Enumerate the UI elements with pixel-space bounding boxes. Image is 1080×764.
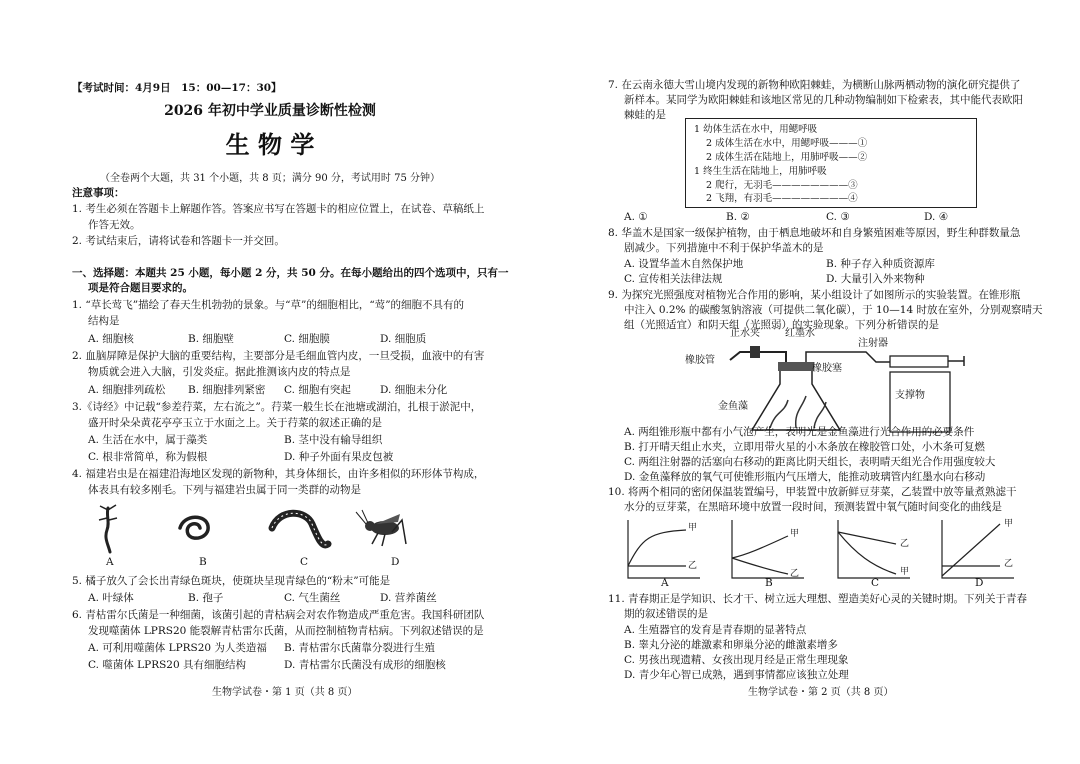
animal-figure-c xyxy=(272,513,328,545)
option: A. ① xyxy=(624,211,648,223)
option: C. 根非常简单，称为假根 xyxy=(88,451,208,463)
figure-label: C xyxy=(300,556,309,568)
notice-heading: 注意事项： xyxy=(72,187,125,199)
dichotomous-key-box xyxy=(685,118,977,208)
page-footer: 生物学试卷・第 1 页（共 8 页） xyxy=(212,687,358,698)
option: A. 细胞排列疏松 xyxy=(88,384,166,396)
question-stem: 期的叙述错误的是 xyxy=(624,608,708,620)
animal-figure-d xyxy=(356,510,406,546)
key-line: 2 成体生活在陆地上，用肺呼吸——② xyxy=(706,152,868,163)
curve-yi xyxy=(732,558,788,574)
section-heading: 项是符合题目要求的。 xyxy=(88,282,193,294)
section-heading: 一、选择题：本题共 25 小题，每小题 2 分，共 50 分。在每小题给出的四个选项中，只有一 xyxy=(72,267,509,279)
question-stem: 发现噬菌体 LPRS20 能裂解青枯雷尔氏菌，从而控制植物青枯病。下列叙述错误的是 xyxy=(88,625,484,637)
figure-label: 金鱼藻 xyxy=(718,401,748,412)
question-stem: 9. 为探究光照强度对植物光合作用的影响，某小组设计了如图所示的实验装置。在锥形瓶 xyxy=(608,289,1021,301)
option: D. 细胞质 xyxy=(380,333,427,345)
page-footer: 生物学试卷・第 2 页（共 8 页） xyxy=(748,687,894,698)
question-stem: 组（光照适宜）和阴天组（光照弱）的实验现象。下列分析错误的是 xyxy=(624,319,939,331)
option: A. 可利用噬菌体 LPRS20 为人类造福 xyxy=(88,642,267,654)
question-stem: 盛开时朵朵黄花亭亭玉立于水面之上。关于荇菜的叙述正确的是 xyxy=(88,417,382,429)
question-stem: 11. 青春期正是学知识、长才干、树立远大理想、塑造美好心灵的关键时期。下列关于青春 xyxy=(608,593,1028,605)
figure-label: 橡胶塞 xyxy=(812,363,842,374)
option: D. 大量引入外来物种 xyxy=(826,273,925,285)
key-line: 2 成体生活在水中，用鳃呼吸———① xyxy=(706,138,868,149)
exam-time: 【考试时间：4月9日 15：00—17：30】 xyxy=(72,82,282,94)
option: C. 噬菌体 LPRS20 具有细胞结构 xyxy=(88,659,247,671)
option: B. 细胞壁 xyxy=(188,333,234,345)
notice-line: 1. 考生必须在答题卡上解题作答。答案应书写在答题卡的相应位置上，在试卷、草稿纸上 xyxy=(72,203,485,215)
curve-label: 甲 xyxy=(1004,519,1014,529)
curve-jia xyxy=(942,524,1000,576)
notice-line: 2. 考试结束后，请将试卷和答题卡一并交回。 xyxy=(72,235,285,247)
option: D. 种子外面有果皮包被 xyxy=(284,451,394,463)
glass-tube xyxy=(806,352,890,362)
question-stem: 3.《诗经》中记载“参差荇菜，左右流之”。荇菜一般生长在池塘或湖泊，扎根于淤泥中， xyxy=(72,401,482,413)
figure-label: A xyxy=(106,556,114,568)
animal-figure-a xyxy=(99,505,117,552)
option: A. 设置华盖木自然保护地 xyxy=(624,258,744,270)
option: C. 细胞有突起 xyxy=(284,384,351,396)
question-stem: 棘蛙的是 xyxy=(624,109,666,121)
figure-label: 红墨水 xyxy=(785,328,815,339)
figure-label: 注射器 xyxy=(858,338,888,349)
question-stem: 物质就会进入大脑，引发炎症。据此推测该内皮的特点是 xyxy=(88,366,351,378)
question-stem: 1. “草长莺飞”描绘了春天生机勃勃的景象。与“草”的细胞相比，“莺”的细胞不具有的 xyxy=(72,299,465,311)
curve-label: 乙 xyxy=(688,561,698,571)
curve-label: 乙 xyxy=(790,569,800,579)
question-stem: 6. 青枯雷尔氏菌是一种细菌，该菌引起的青枯病会对农作物造成严重危害。我国科研团队 xyxy=(72,609,485,621)
figure-label: 支撑物 xyxy=(895,390,925,401)
key-line: 1 幼体生活在水中，用鳃呼吸 xyxy=(694,124,818,135)
water-clamp xyxy=(750,346,760,358)
question-stem: 2. 血脑屏障是保护大脑的重要结构，主要部分是毛细血管内皮，一旦受损，血液中的有害 xyxy=(72,350,485,362)
option: B. 青枯雷尔氏菌靠分裂进行生殖 xyxy=(284,642,435,654)
option: C. 细胞膜 xyxy=(284,333,330,345)
exam-page-2 xyxy=(540,0,1080,764)
curve-label: 乙 xyxy=(900,539,910,549)
question-stem: 7. 在云南永德大雪山境内发现的新物种欧阳棘蛙，为横断山脉两栖动物的演化研究提供了 xyxy=(608,79,1021,91)
curve-label: 甲 xyxy=(790,529,800,539)
figure-label: D xyxy=(391,556,400,568)
option: D. 营养菌丝 xyxy=(380,592,437,604)
key-line: 2 爬行，无羽毛————————③ xyxy=(706,180,858,191)
notice-line: 作答无效。 xyxy=(88,219,141,231)
curve-jia xyxy=(732,536,788,558)
support-stand xyxy=(890,372,950,432)
curve-label: 甲 xyxy=(900,567,910,577)
question-stem: 体表具有较多刚毛。下列与福建岩虫属于同一类群的动物是 xyxy=(88,484,361,496)
animal-figures xyxy=(80,498,440,570)
curve-label: 乙 xyxy=(1004,559,1014,569)
curve-jia xyxy=(628,530,686,566)
option: B. ② xyxy=(726,211,750,223)
figure-label: 橡胶管 xyxy=(685,355,715,366)
option: A. 两组锥形瓶中都有小气泡产生，表明光是金鱼藻进行光合作用的必要条件 xyxy=(624,426,975,438)
option: C. 男孩出现遗精、女孩出现月经是正常生理现象 xyxy=(624,654,849,666)
question-stem: 5. 橘子放久了会长出青绿色斑块，使斑块呈现青绿色的“粉末”可能是 xyxy=(72,575,391,587)
question-stem: 8. 华盖木是国家一级保护植物，由于栖息地破坏和自身繁殖困难等原因，野生种群数量急 xyxy=(608,227,1021,239)
option: A. 生殖器官的发育是青春期的显著特点 xyxy=(624,624,807,636)
option: B. 睾丸分泌的雄激素和卵巢分泌的雌激素增多 xyxy=(624,639,838,651)
option: A. 生活在水中，属于藻类 xyxy=(88,434,208,446)
figure-label: C xyxy=(871,577,880,589)
question-stem: 新样本。某同学为欧阳棘蛙和该地区常见的几种动物编制如下检索表，其中能代表欧阳 xyxy=(624,94,1023,106)
key-line: 1 终生生活在陆地上，用肺呼吸 xyxy=(694,166,827,177)
figure-label: B xyxy=(199,556,207,568)
option: D. 青少年心智已成熟，遇到事情都应该独立处理 xyxy=(624,669,849,681)
option: C. ③ xyxy=(826,211,850,223)
question-stem: 10. 将两个相同的密闭保温装置编号，甲装置中放新鲜豆芽菜，乙装置中放等量煮熟滤干 xyxy=(608,486,1017,498)
key-line: 2 飞翔，有羽毛————————④ xyxy=(706,193,858,204)
syringe-plunger xyxy=(948,356,964,366)
option: A. 细胞核 xyxy=(88,333,134,345)
option: D. 金鱼藻释放的氧气可使锥形瓶内气压增大，能推动玻璃管内红墨水向右移动 xyxy=(624,471,986,483)
oxygen-curve-figures xyxy=(620,518,1040,582)
option: B. 细胞排列紧密 xyxy=(188,384,266,396)
option: C. 两组注射器的活塞向右移动的距离比阴天组长，表明晴天组光合作用强度较大 xyxy=(624,456,996,468)
question-stem: 结构是 xyxy=(88,315,120,327)
option: B. 种子存入种质资源库 xyxy=(826,258,935,270)
figure-label: 止水夹 xyxy=(730,328,760,339)
option: A. 叶绿体 xyxy=(88,592,134,604)
option: D. 细胞未分化 xyxy=(380,384,448,396)
rubber-stopper xyxy=(778,362,814,371)
option: B. 孢子 xyxy=(188,592,224,604)
option: B. 茎中没有输导组织 xyxy=(284,434,383,446)
option: C. 宣传相关法律法规 xyxy=(624,273,723,285)
syringe xyxy=(890,356,948,367)
question-stem: 4. 福建岩虫是在福建沿海地区发现的新物种，其身体细长，由许多相似的环形体节构成， xyxy=(72,468,485,480)
figure-label: B xyxy=(765,577,773,589)
question-stem: 中注入 0.2% 的碳酸氢钠溶液（可提供二氧化碳），于 10—14 时放在室外，分别观察晴天 xyxy=(624,304,1043,316)
exam-title: 2026 年初中学业质量诊断性检测 xyxy=(164,103,376,119)
animal-figure-b xyxy=(180,517,208,538)
option: D. ④ xyxy=(924,211,949,223)
option: C. 气生菌丝 xyxy=(284,592,341,604)
subject-title: 生 物 学 xyxy=(225,130,315,159)
figure-label: A xyxy=(661,577,669,589)
exam-info: （全卷两个大题，共 31 个小题，共 8 页；满分 90 分，考试用时 75 分钟） xyxy=(100,173,440,184)
option: D. 青枯雷尔氏菌没有成形的细胞核 xyxy=(284,659,446,671)
hornwort-plant xyxy=(770,396,826,428)
figure-label: D xyxy=(975,577,984,589)
question-stem: 水分的豆芽菜，在黑暗环境中放置一段时间，预测装置中氧气随时间变化的曲线是 xyxy=(624,501,1002,513)
question-stem: 剧减少。下列措施中不利于保护华盖木的是 xyxy=(624,242,824,254)
curve-label: 甲 xyxy=(688,523,698,533)
option: B. 打开晴天组止水夹，立即用带火星的小木条放在橡胶管口处，小木条可复燃 xyxy=(624,441,985,453)
